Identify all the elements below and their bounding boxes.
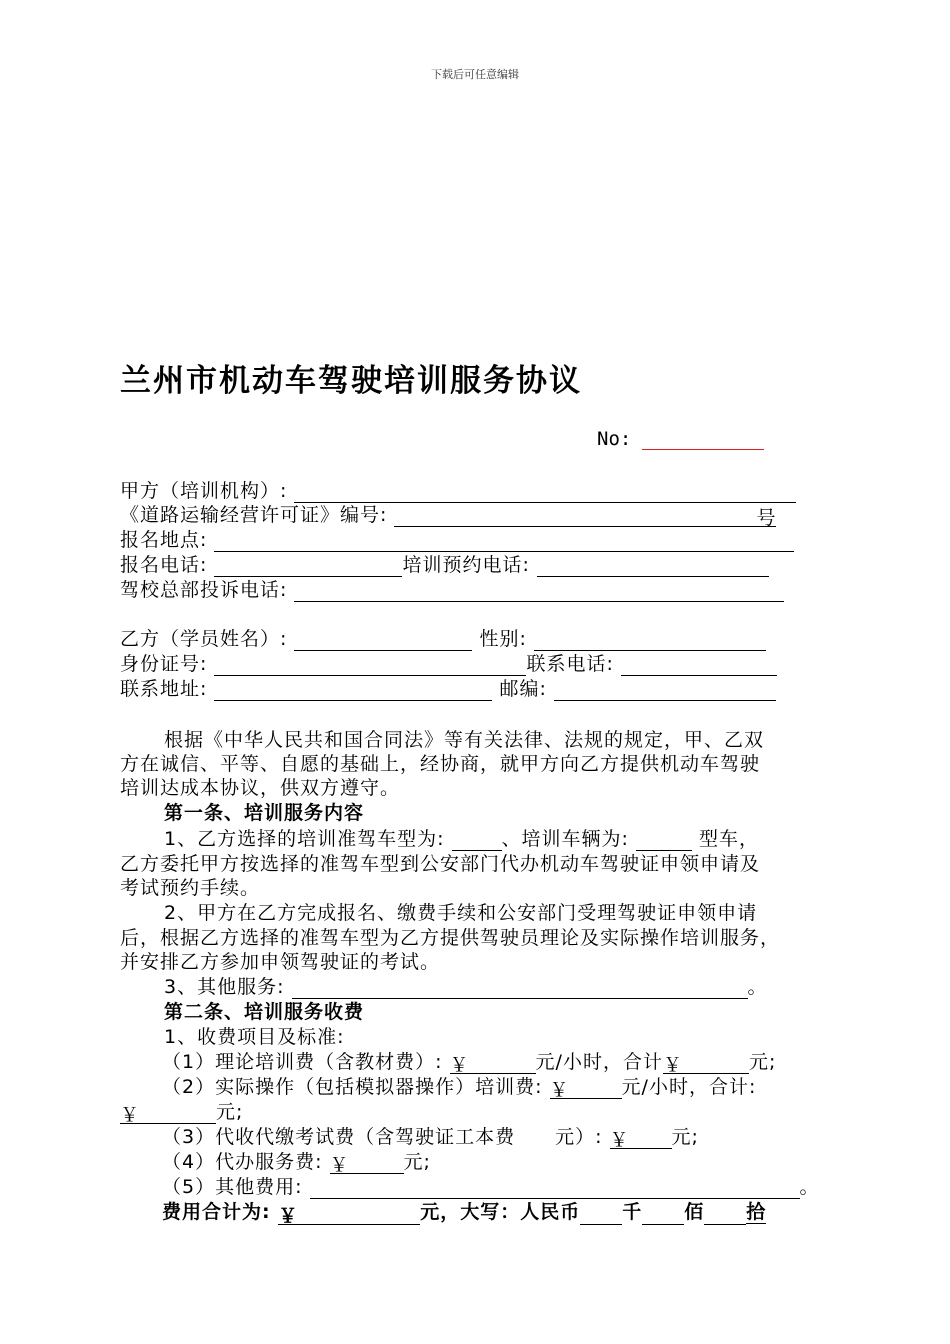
id-label: 身份证号: — [120, 653, 208, 675]
article1-heading: 第一条、培训服务内容 — [164, 802, 365, 824]
other-fee-line — [162, 1175, 820, 1199]
bai-field[interactable] — [642, 1204, 684, 1225]
article1-item1-line2: 乙方委托甲方按选择的准驾车型到公安部门代办机动车驾驶证申领申请及 — [120, 853, 761, 875]
practice-fee-label: （2）实际操作（包括模拟器操作）培训费: — [162, 1076, 543, 1098]
postcode-field[interactable] — [554, 680, 776, 701]
intro-line-2: 方在诚信、平等、自愿的基础上，经协商，就甲方向乙方提供机动车驾驶 — [120, 753, 761, 775]
total-line — [162, 1200, 766, 1225]
yen-sign: ￥ — [449, 1054, 470, 1076]
address-line — [120, 528, 794, 552]
qian-label: 千 — [622, 1201, 643, 1223]
document-title: 兰州市机动车驾驶培训服务协议 — [120, 363, 582, 399]
article1-item2-line3: 并安排乙方参加申领驾驶证的考试。 — [120, 951, 441, 973]
vehicle-class-field[interactable] — [452, 830, 502, 851]
party-a-label: 甲方（培训机构）: — [120, 480, 288, 502]
shi-field[interactable] — [704, 1204, 746, 1225]
article1-item3-line — [120, 975, 768, 999]
license-label: 《道路运输经营许可证》编号: — [120, 504, 388, 526]
other-fee-field[interactable] — [310, 1178, 800, 1199]
vehicle-type-field[interactable] — [636, 830, 692, 851]
license-suffix: 号 — [756, 507, 777, 529]
party-a-field[interactable] — [294, 482, 796, 503]
fees-label: 1、收费项目及标准: — [164, 1026, 345, 1048]
practice-total-field[interactable] — [120, 1103, 216, 1124]
registration-address-label: 报名地点: — [120, 529, 208, 551]
yen-sign: ￥ — [609, 1129, 630, 1151]
intro-line-3: 培训达成本协议，供双方遵守。 — [120, 777, 401, 799]
gender-label: 性别: — [479, 628, 527, 650]
complaint-line — [120, 578, 784, 602]
yen-sign: ￥ — [120, 1104, 141, 1126]
contact-address-field[interactable] — [214, 680, 492, 701]
period: 。 — [799, 1176, 820, 1198]
practice-total-line — [120, 1100, 243, 1124]
bai-label: 佰 — [684, 1201, 705, 1223]
theory-rate-field[interactable] — [450, 1053, 536, 1074]
practice-fee-line — [162, 1075, 756, 1099]
article1-item1-line3: 考试预约手续。 — [120, 877, 261, 899]
theory-fee-line — [162, 1050, 776, 1074]
exam-fee-label: （3）代收代缴考试费（含驾驶证工本费 元）: — [162, 1126, 603, 1148]
gender-field[interactable] — [534, 630, 766, 651]
article1-item2-line2: 后，根据乙方选择的准驾车型为乙方提供驾驶员理论及实际操作培训服务， — [120, 927, 781, 949]
party-b-label: 乙方（学员姓名）: — [120, 628, 288, 650]
vehicle-suffix: 型车， — [699, 828, 760, 850]
exam-fee-field[interactable] — [610, 1128, 672, 1149]
practice-rate-field[interactable] — [550, 1078, 622, 1099]
registration-address-field[interactable] — [214, 531, 794, 552]
theory-total-field[interactable] — [663, 1053, 749, 1074]
yen-sign: ￥ — [329, 1154, 350, 1176]
booking-phone-field[interactable] — [537, 556, 769, 577]
party-b-name-field[interactable] — [294, 630, 472, 651]
contact-address-line — [120, 677, 776, 701]
theory-fee-label: （1）理论培训费（含教材费）: — [162, 1051, 443, 1073]
booking-phone-label: 培训预约电话: — [402, 554, 530, 576]
per-hour-label: 元/小时，合计 — [535, 1051, 663, 1073]
total-amount-field[interactable] — [278, 1204, 420, 1225]
contact-phone-field[interactable] — [621, 655, 777, 676]
contract-number-label: No: — [597, 428, 632, 450]
total-caps-label: 元，大写：人民币 — [420, 1201, 581, 1223]
license-line — [120, 503, 776, 527]
complaint-phone-label: 驾校总部投诉电话: — [120, 579, 288, 601]
contract-number-field[interactable] — [642, 449, 764, 450]
period: 。 — [747, 976, 768, 998]
yuan-label: 元; — [748, 1051, 777, 1073]
qian-field[interactable] — [580, 1204, 622, 1225]
registration-phone-field[interactable] — [214, 556, 402, 577]
per-hour-label: 元/小时，合计: — [621, 1076, 757, 1098]
article1-item1-line — [120, 827, 759, 851]
total-label: 费用合计为: — [162, 1201, 271, 1223]
yuan-label: 元; — [671, 1126, 699, 1148]
id-line — [120, 652, 777, 676]
license-field[interactable] — [394, 506, 776, 527]
party-b-line — [120, 627, 766, 651]
yen-sign: ￥ — [549, 1079, 570, 1101]
contact-phone-label: 联系电话: — [526, 653, 614, 675]
id-field[interactable] — [214, 655, 526, 676]
article1-item2-line1: 2、甲方在乙方完成报名、缴费手续和公安部门受理驾驶证申领申请 — [164, 902, 758, 924]
agency-fee-line — [162, 1150, 431, 1174]
other-services-label: 3、其他服务: — [164, 976, 285, 998]
contact-address-label: 联系地址: — [120, 678, 208, 700]
agency-fee-field[interactable] — [330, 1153, 404, 1174]
yen-sign: ￥ — [278, 1205, 299, 1227]
agency-fee-label: （4）代办服务费: — [162, 1151, 323, 1173]
phone-line — [120, 553, 769, 577]
article2-heading: 第二条、培训服务收费 — [164, 1001, 365, 1023]
vehicle-type-label: 、培训车辆为: — [501, 828, 629, 850]
yuan-label: 元; — [216, 1101, 244, 1123]
intro-line-1: 根据《中华人民共和国合同法》等有关法律、法规的规定，甲、乙双 — [164, 729, 765, 751]
complaint-phone-field[interactable] — [294, 581, 784, 602]
page-header: 下载后可任意编辑 — [431, 68, 519, 81]
other-services-field[interactable] — [292, 978, 748, 999]
vehicle-class-label: 1、乙方选择的培训准驾车型为: — [164, 828, 445, 850]
exam-fee-line — [162, 1125, 699, 1149]
other-fee-label: （5）其他费用: — [162, 1176, 303, 1198]
party-a-line — [120, 479, 796, 503]
yen-sign: ￥ — [662, 1054, 683, 1076]
yuan-label: 元; — [403, 1151, 431, 1173]
postcode-label: 邮编: — [499, 678, 547, 700]
shi-label: 拾 — [746, 1201, 767, 1223]
registration-phone-label: 报名电话: — [120, 554, 208, 576]
